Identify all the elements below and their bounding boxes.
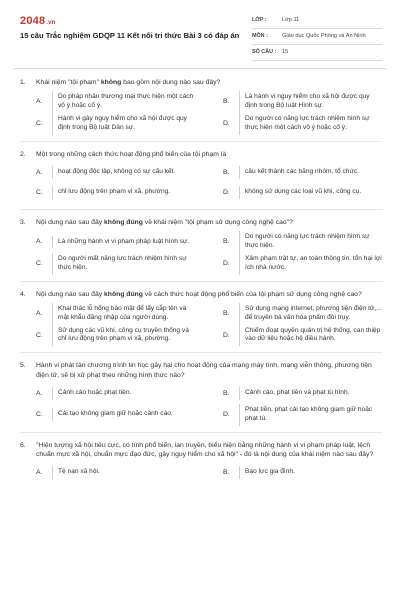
option-letter: B. bbox=[223, 98, 230, 106]
question-number: 1. bbox=[20, 79, 26, 86]
question-stem bbox=[20, 218, 382, 227]
option-text: hoạt động độc lập, không có sự cấu kết. bbox=[52, 166, 195, 179]
question-separator bbox=[20, 432, 382, 433]
question-number: 3. bbox=[20, 218, 26, 226]
question-emphasis: không đúng bbox=[104, 290, 143, 298]
meta-row bbox=[252, 29, 382, 45]
option-text: Bạo lực gia đình. bbox=[239, 466, 382, 479]
answer-option[interactable] bbox=[207, 91, 382, 113]
question-stem bbox=[20, 150, 382, 159]
question-stem bbox=[20, 441, 382, 459]
answer-option[interactable] bbox=[207, 163, 382, 183]
logo-suffix: .vn bbox=[46, 20, 56, 26]
meta-key: MÔN : bbox=[252, 32, 268, 39]
option-text: Sử dụng mạng internet, phương tiện điện tử,... để truyền bá văn hóa phẩm đồi trụy. bbox=[239, 303, 382, 325]
answer-option[interactable] bbox=[20, 231, 195, 253]
option-text: Tệ nạn xã hội. bbox=[52, 466, 195, 479]
header-divider bbox=[14, 68, 386, 69]
question-separator bbox=[20, 141, 382, 142]
answer-option[interactable] bbox=[20, 183, 195, 203]
option-letter: B. bbox=[223, 469, 230, 477]
option-letter: A. bbox=[36, 469, 43, 477]
answer-option[interactable] bbox=[207, 183, 382, 203]
question-stem bbox=[20, 290, 382, 299]
answer-option[interactable] bbox=[20, 404, 195, 426]
option-letter: A. bbox=[36, 98, 43, 106]
option-letter: C. bbox=[36, 120, 43, 128]
answer-options bbox=[20, 231, 382, 275]
answer-option[interactable] bbox=[20, 253, 195, 275]
answer-option[interactable] bbox=[20, 113, 195, 135]
meta-key: LỚP : bbox=[252, 16, 267, 23]
answer-option[interactable] bbox=[207, 463, 382, 483]
answer-option[interactable] bbox=[207, 303, 382, 325]
answer-options bbox=[20, 303, 382, 347]
option-letter: B. bbox=[223, 238, 230, 246]
meta-row bbox=[252, 13, 382, 29]
answer-option[interactable] bbox=[207, 113, 382, 135]
option-letter: D. bbox=[223, 411, 230, 419]
question-item bbox=[20, 361, 382, 425]
option-text: Là hành vi nguy hiểm cho xã hội được quy định trong Bộ luật Hình sự. bbox=[239, 91, 382, 113]
question-item bbox=[20, 290, 382, 347]
meta-row bbox=[252, 45, 382, 61]
question-text bbox=[36, 78, 220, 87]
option-text: Do người có năng lực trách nhiệm hình sự thực hiện một cách vô ý hoặc cố ý. bbox=[239, 113, 382, 135]
option-text: Chiếm đoạt quyền quản trị hệ thống, can thiệp vào dữ liệu hoặc hệ điều hành. bbox=[239, 325, 382, 347]
answer-option[interactable] bbox=[20, 384, 195, 404]
question-number: 4. bbox=[20, 290, 26, 298]
option-letter: C. bbox=[36, 260, 43, 268]
option-letter: A. bbox=[36, 238, 43, 246]
option-text: Cảnh cáo hoặc phạt tiền. bbox=[52, 387, 195, 400]
question-number: 5. bbox=[20, 362, 26, 370]
question-item bbox=[20, 441, 382, 483]
option-text: Là những hành vi vi phạm pháp luật hình sự. bbox=[52, 236, 195, 249]
question-text-part: "Hiện tượng xã hội tiêu cực, có tính phổ biến, lan truyền, biểu hiện bằng những hành vi vi phạm pháp luật, lệch chuẩn mực xã hội, chuẩn mực đạo đức, gây nguy hiểm cho xã hội" - đó là nội dung của khái niệm nào sau đây? bbox=[36, 441, 374, 458]
option-text: Sử dụng các vũ khí, công cụ truyền thống và chỉ lưu động trên phạm vi xã, phường. bbox=[52, 325, 195, 347]
option-letter: A. bbox=[36, 390, 43, 398]
question-text-part: Hành vi phát tán chương trình tin học gây hại cho hoạt động của mạng máy tính, mạng viễn thông, phương tiện điện tử, sẽ bị xử phạt theo những hình thức nào? bbox=[36, 362, 372, 379]
answer-option[interactable] bbox=[207, 231, 382, 253]
meta-table bbox=[252, 13, 382, 61]
option-letter: C. bbox=[36, 411, 43, 419]
document-title: 15 câu Trắc nghiệm GDQP 11 Kết nối tri thức Bài 3 có đáp án bbox=[20, 31, 240, 40]
question-number: 6. bbox=[20, 441, 26, 449]
question-list bbox=[20, 78, 382, 489]
question-separator bbox=[20, 352, 382, 353]
option-text: Xâm phạm trật tự, an toàn thông tin, tổn hại lợi ích nhà nước. bbox=[239, 253, 382, 275]
option-text: chỉ lưu động trên phạm vi xã, phường. bbox=[52, 186, 195, 199]
question-text-part: bao gồm nội dung nào sau đây? bbox=[121, 79, 221, 86]
option-text: Do người mất năng lực trách nhiệm hình sự thực hiện. bbox=[52, 253, 195, 275]
answer-option[interactable] bbox=[20, 163, 195, 183]
option-text: Cảnh cáo, phạt tiền và phạt tù hình. bbox=[239, 387, 382, 400]
question-separator bbox=[20, 209, 382, 210]
answer-option[interactable] bbox=[207, 325, 382, 347]
option-letter: B. bbox=[223, 310, 230, 318]
meta-key: SỐ CÂU : bbox=[252, 48, 277, 55]
option-text: Hành vi gây nguy hiểm cho xã hội được quy định trong Bộ luật Dân sự. bbox=[52, 113, 195, 135]
question-text-part: Một trong những cách thức hoạt động phổ biến của tội phạm là bbox=[36, 150, 227, 158]
question-text-part: về khái niệm "tội phạm sử dụng công nghệ cao"? bbox=[142, 218, 293, 226]
answer-options bbox=[20, 91, 382, 135]
option-letter: B. bbox=[223, 169, 230, 177]
answer-options bbox=[20, 384, 382, 426]
meta-value: Giáo dục Quốc Phòng và An Ninh bbox=[282, 32, 366, 39]
question-text bbox=[36, 361, 382, 379]
option-text: Do pháp nhân thương mại thực hiện một cách vô ý hoặc cố ý. bbox=[52, 91, 195, 113]
question-text bbox=[36, 150, 226, 159]
question-stem bbox=[20, 361, 382, 379]
question-number: 2. bbox=[20, 150, 26, 158]
site-logo[interactable] bbox=[20, 14, 56, 29]
answer-options bbox=[20, 163, 382, 203]
option-letter: D. bbox=[223, 331, 230, 339]
question-emphasis: không bbox=[100, 79, 122, 86]
option-letter: B. bbox=[223, 390, 230, 398]
option-letter: A. bbox=[36, 169, 43, 177]
header bbox=[0, 0, 400, 60]
option-text: câu kết thành các băng nhóm, tổ chức. bbox=[239, 166, 382, 179]
logo-main: 2048 bbox=[20, 15, 46, 27]
answer-option[interactable] bbox=[207, 253, 382, 275]
answer-option[interactable] bbox=[20, 303, 195, 325]
answer-option[interactable] bbox=[20, 91, 195, 113]
meta-value: 15 bbox=[282, 48, 289, 55]
option-letter: A. bbox=[36, 310, 43, 318]
option-text: Cải tạo không giam giữ hoặc cảnh cáo. bbox=[52, 408, 195, 421]
option-letter: C. bbox=[36, 331, 43, 339]
question-text-part: Nội dung nào sau đây bbox=[36, 290, 105, 298]
question-text bbox=[36, 218, 293, 227]
option-text: Phạt tiền, phạt cải tạo không giam giữ hoặc phạt tù. bbox=[239, 404, 382, 426]
question-item bbox=[20, 78, 382, 135]
option-text: Khai thác lỗ hổng bảo mật để lấy cắp tên và mật khẩu đăng nhập của người dùng. bbox=[52, 303, 195, 325]
answer-options bbox=[20, 463, 382, 483]
option-letter: D. bbox=[223, 189, 230, 197]
answer-option[interactable] bbox=[207, 384, 382, 404]
option-text: không sử dụng các loại vũ khí, công cụ. bbox=[239, 186, 382, 199]
answer-option[interactable] bbox=[20, 463, 195, 483]
question-item bbox=[20, 150, 382, 203]
answer-option[interactable] bbox=[20, 325, 195, 347]
answer-option[interactable] bbox=[207, 404, 382, 426]
question-text-part: Nội dung nào sau đây bbox=[36, 218, 105, 226]
question-text bbox=[36, 441, 382, 459]
option-letter: C. bbox=[36, 189, 43, 197]
option-letter: D. bbox=[223, 120, 230, 128]
question-text bbox=[36, 290, 362, 299]
question-stem bbox=[20, 78, 382, 87]
option-text: Do người có năng lực trách nhiệm hình sự thực hiện. bbox=[239, 231, 382, 253]
question-separator bbox=[20, 281, 382, 282]
question-emphasis: không đúng bbox=[104, 218, 143, 226]
question-item bbox=[20, 218, 382, 275]
option-letter: D. bbox=[223, 260, 230, 268]
question-text-part: Khái niệm "tội phạm" bbox=[36, 79, 101, 86]
question-text-part: về cách thức hoạt động phổ biến của tội phạm sử dụng công nghệ cao? bbox=[142, 290, 362, 298]
meta-value: Lớp 11 bbox=[282, 16, 300, 23]
